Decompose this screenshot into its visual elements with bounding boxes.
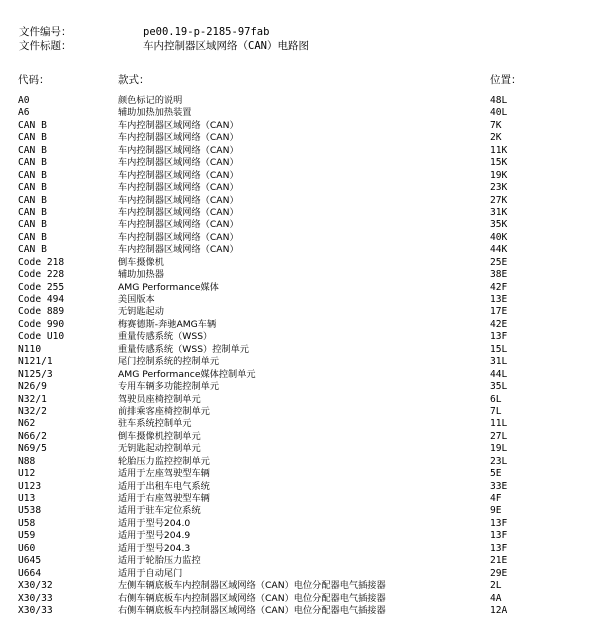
row-code: U58 <box>18 517 36 529</box>
row-position: 4F <box>490 493 502 504</box>
row-code: Code 889 <box>18 306 65 318</box>
row-description: 适用于自动尾门 <box>118 567 183 579</box>
row-code: CAN B <box>18 206 47 218</box>
row-description: AMG Performance媒体 <box>118 281 219 293</box>
row-code: A6 <box>18 107 30 119</box>
row-position: 15L <box>490 343 508 355</box>
row-position: 29E <box>490 567 508 579</box>
column-header-desc: 款式： <box>118 74 150 86</box>
row-position: 12A <box>490 604 508 616</box>
row-description: 车内控制器区域网络（CAN） <box>118 206 239 218</box>
table-row <box>0 132 600 144</box>
row-description: AMG Performance媒体控制单元 <box>118 368 256 380</box>
table-row <box>0 244 600 256</box>
table-row <box>0 170 600 182</box>
row-position: 35L <box>490 381 508 393</box>
row-code: U664 <box>18 567 42 579</box>
row-code: N88 <box>18 455 36 467</box>
document-number-value: pe00.19-p-2185-97fab <box>143 26 270 38</box>
row-code: U13 <box>18 493 36 504</box>
row-description: 车内控制器区域网络（CAN） <box>118 182 239 194</box>
table-row <box>0 319 600 331</box>
row-code: N110 <box>18 343 42 355</box>
table-row <box>0 157 600 169</box>
row-description: 重量传感系统（WSS）控制单元 <box>118 343 249 355</box>
row-position: 21E <box>490 555 508 567</box>
table-row <box>0 195 600 207</box>
row-description: 梅赛德斯-奔驰AMG车辆 <box>118 318 217 330</box>
row-description: 适用于型号204.9 <box>118 530 191 542</box>
table-row <box>0 145 600 157</box>
row-code: U123 <box>18 480 42 492</box>
table-row <box>0 518 600 530</box>
row-position: 6L <box>490 393 502 405</box>
row-description: 尾门控制系统的控制单元 <box>118 356 220 368</box>
table-row <box>0 530 600 542</box>
table-row <box>0 294 600 306</box>
row-code: U59 <box>18 530 36 542</box>
row-code: Code U10 <box>18 331 65 343</box>
row-code: N66/2 <box>18 430 47 442</box>
row-code: CAN B <box>18 157 47 169</box>
table-row <box>0 219 600 231</box>
row-description: 辅助加热加热装置 <box>118 107 192 119</box>
row-description: 驻车系统控制单元 <box>118 418 192 430</box>
table-row <box>0 306 600 318</box>
row-code: CAN B <box>18 182 47 194</box>
row-description: 无钥匙起动 <box>118 306 164 318</box>
row-position: 40K <box>490 231 508 243</box>
document-title-value: 车内控制器区域网络（CAN）电路图 <box>143 40 309 52</box>
table-row <box>0 431 600 443</box>
row-description: 驾驶员座椅控制单元 <box>118 393 201 405</box>
row-description: 适用于驻车定位系统 <box>118 505 201 517</box>
row-description: 适用于出租车电气系统 <box>118 480 210 492</box>
row-code: N62 <box>18 418 36 430</box>
row-code: U12 <box>18 468 36 480</box>
row-code: CAN B <box>18 219 47 231</box>
table-row <box>0 356 600 368</box>
row-position: 13F <box>490 530 508 542</box>
table-row <box>0 369 600 381</box>
row-description: 轮胎压力监控控制单元 <box>118 455 210 467</box>
table-row <box>0 543 600 555</box>
row-description: 车内控制器区域网络（CAN） <box>118 194 239 206</box>
table-row <box>0 207 600 219</box>
table-row <box>0 344 600 356</box>
legend-table <box>0 95 600 617</box>
row-code: Code 255 <box>18 281 65 293</box>
row-description: 适用于型号204.0 <box>118 517 191 529</box>
row-position: 13F <box>490 542 508 554</box>
row-description: 车内控制器区域网络（CAN） <box>118 157 239 169</box>
table-row <box>0 406 600 418</box>
row-position: 38E <box>490 269 508 281</box>
row-code: N121/1 <box>18 356 53 368</box>
row-code: Code 990 <box>18 318 65 330</box>
row-code: CAN B <box>18 144 47 156</box>
table-row <box>0 605 600 617</box>
column-header-code: 代码： <box>18 74 50 86</box>
row-code: Code 218 <box>18 256 65 268</box>
row-code: CAN B <box>18 169 47 181</box>
table-row <box>0 481 600 493</box>
row-code: U645 <box>18 555 42 567</box>
row-code: Code 494 <box>18 294 65 305</box>
row-position: 5E <box>490 468 502 480</box>
row-position: 23K <box>490 182 508 194</box>
row-position: 9E <box>490 505 502 517</box>
row-code: CAN B <box>18 244 47 256</box>
row-position: 19L <box>490 443 508 455</box>
row-description: 车内控制器区域网络（CAN） <box>118 169 239 181</box>
row-position: 11L <box>490 418 508 430</box>
row-position: 27K <box>490 194 508 206</box>
row-code: U60 <box>18 542 36 554</box>
row-description: 倒车摄像机控制单元 <box>118 430 201 442</box>
row-position: 42F <box>490 281 508 293</box>
row-position: 25E <box>490 256 508 268</box>
row-code: Code 228 <box>18 269 65 281</box>
row-position: 4A <box>490 592 502 604</box>
row-description: 颜色标记的说明 <box>118 95 183 106</box>
row-position: 19K <box>490 169 508 181</box>
document-number-label: 文件编号： <box>19 26 72 38</box>
table-row <box>0 418 600 430</box>
row-description: 右侧车辆底板车内控制器区域网络（CAN）电位分配器电气插接器 <box>118 604 386 616</box>
row-code: X30/33 <box>18 604 53 616</box>
row-description: 适用于型号204.3 <box>118 542 191 554</box>
table-row <box>0 381 600 393</box>
row-description: 重量传感系统（WSS） <box>118 331 213 343</box>
table-row <box>0 95 600 107</box>
row-code: N125/3 <box>18 368 53 380</box>
row-position: 13F <box>490 517 508 529</box>
row-description: 车内控制器区域网络（CAN） <box>118 144 239 156</box>
table-row <box>0 568 600 580</box>
row-position: 7K <box>490 119 502 131</box>
row-description: 辅助加热器 <box>118 269 164 281</box>
table-row <box>0 593 600 605</box>
table-row <box>0 269 600 281</box>
row-description: 适用于轮胎压力监控 <box>118 555 201 567</box>
table-row <box>0 443 600 455</box>
table-row <box>0 505 600 517</box>
table-row <box>0 394 600 406</box>
row-position: 15K <box>490 157 508 169</box>
table-row <box>0 468 600 480</box>
row-position: 31K <box>490 206 508 218</box>
table-row <box>0 182 600 194</box>
row-position: 23L <box>490 455 508 467</box>
table-row <box>0 555 600 567</box>
table-row <box>0 107 600 119</box>
row-code: N32/2 <box>18 405 47 417</box>
table-row <box>0 282 600 294</box>
row-code: CAN B <box>18 119 47 131</box>
row-description: 倒车摄像机 <box>118 256 164 268</box>
row-position: 35K <box>490 219 508 231</box>
row-code: CAN B <box>18 194 47 206</box>
row-position: 2L <box>490 580 502 592</box>
column-header-pos: 位置： <box>490 74 522 86</box>
row-description: 适用于左座驾驶型车辆 <box>118 468 210 480</box>
table-row <box>0 493 600 505</box>
table-row <box>0 257 600 269</box>
row-position: 27L <box>490 430 508 442</box>
row-code: N69/5 <box>18 443 47 455</box>
row-description: 车内控制器区域网络（CAN） <box>118 219 239 231</box>
row-code: N32/1 <box>18 393 47 405</box>
row-code: CAN B <box>18 231 47 243</box>
row-code: X30/33 <box>18 592 53 604</box>
row-code: U538 <box>18 505 42 517</box>
row-position: 44K <box>490 244 508 256</box>
table-row <box>0 580 600 592</box>
row-description: 美国版本 <box>118 294 155 305</box>
row-description: 车内控制器区域网络（CAN） <box>118 132 239 144</box>
row-description: 无钥匙起动控制单元 <box>118 443 201 455</box>
table-row <box>0 456 600 468</box>
row-description: 车内控制器区域网络（CAN） <box>118 119 239 131</box>
row-description: 右侧车辆底板车内控制器区域网络（CAN）电位分配器电气插接器 <box>118 592 386 604</box>
document-title-label: 文件标题： <box>19 40 72 52</box>
row-position: 40L <box>490 107 508 119</box>
row-position: 17E <box>490 306 508 318</box>
row-position: 44L <box>490 368 508 380</box>
table-row <box>0 232 600 244</box>
row-position: 7L <box>490 405 502 417</box>
row-position: 42E <box>490 318 508 330</box>
row-position: 2K <box>490 132 502 144</box>
table-row <box>0 120 600 132</box>
table-row <box>0 331 600 343</box>
row-position: 48L <box>490 95 508 106</box>
row-code: CAN B <box>18 132 47 144</box>
row-description: 左侧车辆底板车内控制器区域网络（CAN）电位分配器电气插接器 <box>118 580 386 592</box>
row-code: X30/32 <box>18 580 53 592</box>
row-description: 车内控制器区域网络（CAN） <box>118 231 239 243</box>
row-position: 13F <box>490 331 508 343</box>
row-code: N26/9 <box>18 381 47 393</box>
row-position: 11K <box>490 144 508 156</box>
row-description: 前排乘客座椅控制单元 <box>118 405 210 417</box>
row-code: A0 <box>18 95 30 106</box>
row-position: 31L <box>490 356 508 368</box>
row-position: 33E <box>490 480 508 492</box>
row-position: 13E <box>490 294 508 305</box>
row-description: 适用于右座驾驶型车辆 <box>118 493 210 504</box>
row-description: 专用车辆多功能控制单元 <box>118 381 220 393</box>
row-description: 车内控制器区域网络（CAN） <box>118 244 239 256</box>
